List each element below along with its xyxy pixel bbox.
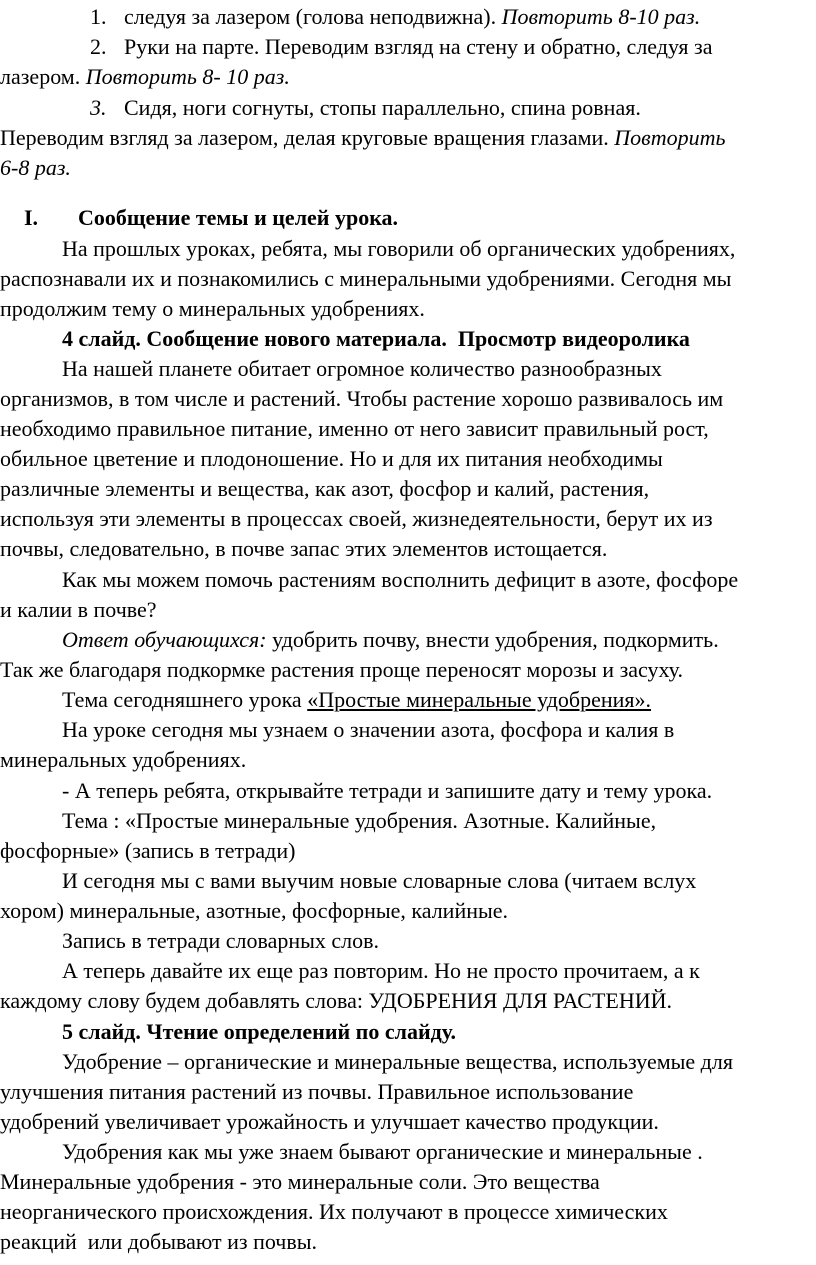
list-number-3: 3. <box>90 95 107 120</box>
paragraph-line: Удобрения как мы уже знаем бывают органические и минеральные . <box>62 1139 703 1164</box>
paragraph-line: На уроке сегодня мы узнаем о значении азота, фосфора и калия в <box>62 717 675 742</box>
list-item-3-line2 <box>0 123 726 153</box>
paragraph-line: удобрений увеличивает урожайность и улучшает качество продукции. <box>0 1109 659 1134</box>
paragraph-line: неорганического происхождения. Их получают в процессе химических <box>0 1199 668 1224</box>
list-item-3-text: Переводим взгляд за лазером, делая круговые вращения глазами. <box>0 125 615 150</box>
paragraph-line: различные элементы и вещества, как азот, фосфор и калий, растения, <box>0 476 650 501</box>
paragraph-line: хором) минеральные, азотные, фосфорные, калийные. <box>0 898 509 923</box>
list-item-1-repeat: Повторить 8-10 раз. <box>501 4 701 29</box>
paragraph-line: организмов, в том числе и растений. Чтобы растение хорошо развивалось им <box>0 386 724 411</box>
paragraph-line: реакций или добывают из почвы. <box>0 1229 318 1254</box>
lesson-topic-line <box>62 685 651 715</box>
paragraph-line: улучшения питания растений из почвы. Правильное использование <box>0 1079 634 1104</box>
paragraph-line: Удобрение – органические и минеральные вещества, используемые для <box>62 1049 733 1074</box>
paragraph-line: Тема : «Простые минеральные удобрения. Азотные. Калийные, <box>62 808 657 833</box>
paragraph-line: Запись в тетради словарных слов. <box>62 928 380 953</box>
list-item-2-text: лазером. <box>0 64 86 89</box>
paragraph-line: необходимо правильное питание, именно от него зависит правильный рост, <box>0 416 709 441</box>
paragraph-line: Как мы можем помочь растениям восполнить дефицит в азоте, фосфоре <box>62 567 739 592</box>
list-item-2-line1: Руки на парте. Переводим взгляд на стену и обратно, следуя за <box>124 34 713 59</box>
paragraph-line: каждому слову будем добавлять слова: УДОБРЕНИЯ ДЛЯ РАСТЕНИЙ. <box>0 988 672 1013</box>
list-item-3-line3: 6-8 раз. <box>0 155 71 180</box>
paragraph-line: обильное цветение и плодоношение. Но и для их питания необходимы <box>0 446 663 471</box>
paragraph-line: продолжим тему о минеральных удобрениях. <box>0 296 425 321</box>
paragraph-line: и калии в почве? <box>0 597 157 622</box>
slide4-heading: 4 слайд. Сообщение нового материала. Просмотр видеоролика <box>62 326 690 351</box>
slide5-heading <box>62 1017 456 1047</box>
paragraph-line: - А теперь ребята, открывайте тетради и запишите дату и тему урока. <box>62 778 713 803</box>
slide5-label: 5 слайд. <box>62 1019 141 1044</box>
answer-label: Ответ обучающихся: <box>62 627 267 652</box>
paragraph-line: На прошлых уроках, ребята, мы говорили об органических удобрениях, <box>62 236 736 261</box>
paragraph-line: почвы, следовательно, в почве запас этих элементов истощается. <box>0 536 608 561</box>
list-item-3-line1: Сидя, ноги согнуты, стопы параллельно, спина ровная. <box>124 95 641 120</box>
paragraph-line: И сегодня мы с вами выучим новые словарные слова (читаем вслух <box>62 868 697 893</box>
list-item-2-repeat: Повторить 8- 10 раз. <box>85 64 290 89</box>
paragraph-line: Так же благодаря подкормке растения проще переносят морозы и засуху. <box>0 657 683 682</box>
section-number: I. <box>24 205 39 230</box>
paragraph-line: используя эти элементы в процессах своей, жизнедеятельности, берут их из <box>0 506 713 531</box>
answer-line <box>62 625 719 655</box>
lesson-topic: «Простые минеральные удобрения». <box>307 687 652 712</box>
list-item-3-repeat: Повторить <box>614 125 726 150</box>
paragraph-line: На нашей планете обитает огромное количество разнообразных <box>62 356 662 381</box>
list-number-2: 2. <box>90 34 107 59</box>
list-item-1 <box>124 2 700 32</box>
paragraph-line: А теперь давайте их еще раз повторим. Но не просто прочитаем, а к <box>62 958 700 983</box>
list-number-1: 1. <box>90 4 107 29</box>
answer-text: удобрить почву, внести удобрения, подкормить. <box>266 627 719 652</box>
list-item-2-line2 <box>0 62 290 92</box>
list-item-1-text: следуя за лазером (голова неподвижна). <box>124 4 502 29</box>
lesson-topic-lead: Тема сегодняшнего урока <box>62 687 308 712</box>
paragraph-line: минеральных удобрениях. <box>0 747 247 772</box>
paragraph-line: Минеральные удобрения - это минеральные соли. Это вещества <box>0 1169 600 1194</box>
paragraph-line: фосфорные» (запись в тетради) <box>0 838 296 863</box>
section-title: Сообщение темы и целей урока. <box>78 205 399 230</box>
paragraph-line: распознавали их и познакомились с минеральными удобрениями. Сегодня мы <box>0 266 732 291</box>
slide5-title: Чтение определений по слайду. <box>140 1019 457 1044</box>
